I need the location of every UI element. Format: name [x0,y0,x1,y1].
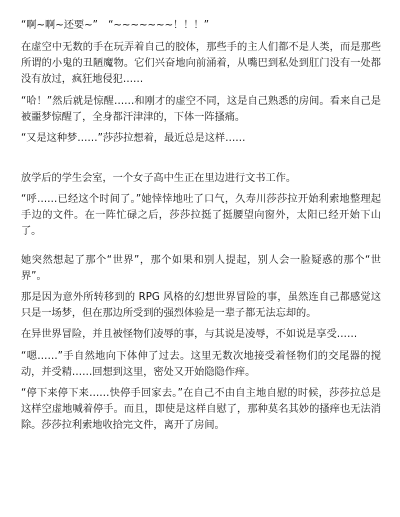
paragraph-void-hands: 在虚空中无数的手在玩弄着自己的胶体，那些手的主人们都不是人类，而是那些所谓的小鬼的丑陋魔物。它们兴奋地向前涌着，从嘴巴到私处到肛门没有一处都没有放过，疯狂地侵犯…… [21,42,381,85]
paragraph-rpg-world: 那是因为意外所转移到的 RPG 风格的幻想世界冒险的事，虽然连自己都感觉这只是一场梦，但在那边所受到的强烈体验是一辈子都无法忘却的。 [21,292,381,319]
paragraph-dream-cries: “啊~啊~还要~” “~~~~~~~！！！” [21,20,209,31]
paragraph-adventure-memory: 在异世界冒险，并且被怪物们凌辱的事，与其说是凌辱，不如说是享受…… [21,329,358,340]
paragraph-sorting-documents: “呼……已经这个时间了。”她悻悻地吐了口气，久寿川莎莎拉开始利索地整理起手边的文件。在一阵忙碌之后，莎莎拉挺了挺腰望向窗外，太阳已经开始下山了。 [21,194,381,237]
paragraph-stop-and-leave: “停下来停下来……快停手回家去。”在自己不由自主地自慰的时候，莎莎拉总是这样空虚地喊着停手。而且，即使是这样自慰了，那种莫名其妙的搔痒也无法消除。莎莎拉利索地收拾完文件，离开了房间。 [21,388,381,431]
paragraph-this-dream-again: “又是这种梦……”莎莎拉想着，最近总是这样…… [21,133,246,144]
paragraph-hand-reaching: “嗯……”手自然地向下体伸了过去。这里无数次地接受着怪物们的交尾器的搅动，并受精……回想到这里，密处又开始隐隐作痒。 [21,351,381,378]
paragraph-waking-up: “哈！”然后就是惊醒……和刚才的虚空不同，这是自己熟悉的房间。看来自己是被噩梦惊醒了，全身都汗津津的，下体一阵搔痛。 [21,96,381,123]
paragraph-student-council-room: 放学后的学生会室，一个女子高中生正在里边进行文书工作。 [21,173,297,184]
paragraph-that-world: 她突然想起了那个“世界”，那个如果和别人提起，别人会一脸疑惑的那个“世界”。 [21,255,381,282]
